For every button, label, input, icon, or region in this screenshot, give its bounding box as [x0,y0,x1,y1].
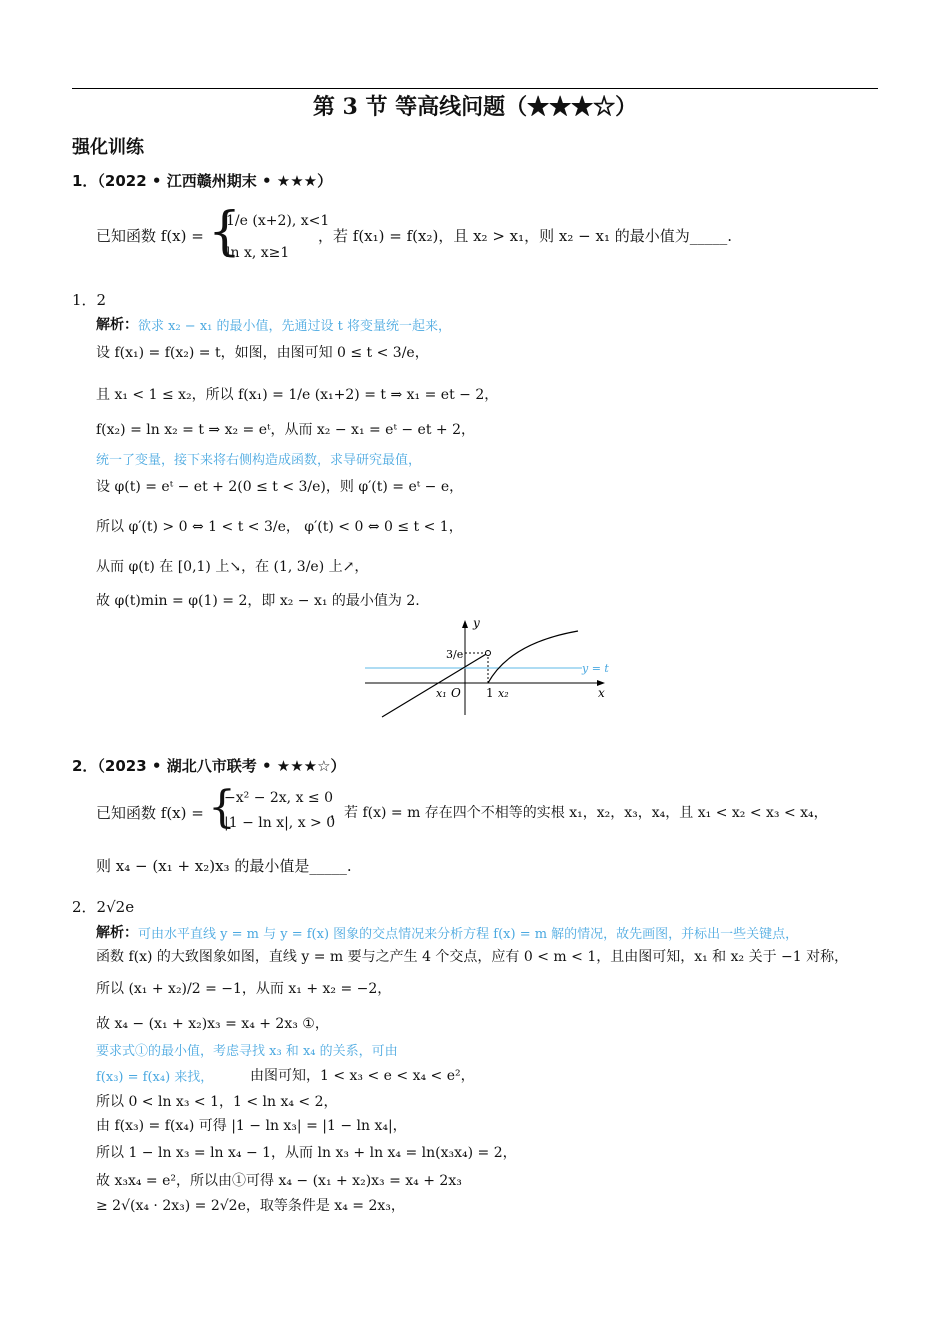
problem-2-case1: −x² − 2x, x ≤ 0 [224,790,334,806]
problem-1-tail: ，若 f(x₁) = f(x₂)，且 x₂ > x₁，则 x₂ − x₁ 的最小值为_____. [318,227,733,245]
x2-label: x₂ [498,687,509,700]
problem-2-lead: 已知函数 f(x) = [96,804,204,822]
problem-1-case2: ln x, x≥1 [226,245,290,261]
solution-2-line2: 所以 (x₁ + x₂)/2 = −1，从而 x₁ + x₂ = −2， [96,981,392,997]
solution-1-line7: 故 φ(t)min = φ(1) = 2，即 x₂ − x₁ 的最小值为 2. [96,593,420,609]
piecewise-brace: { [208,202,242,262]
x-label: x [598,686,605,700]
x1-label: x₁ [436,687,447,700]
one-label: 1 [486,686,494,700]
solution-2-line5: 所以 0 < ln x₃ < 1，1 < ln x₄ < 2， [96,1094,338,1110]
problem-2-case2: |1 − ln x|, x > 0 [224,815,336,831]
tick-3e: 3/e [446,648,464,661]
solution-1-hint1: 欲求 x₂ − x₁ 的最小值，先通过设 t 将变量统一起来， [138,319,451,334]
problem-2-line2: 则 x₄ − (x₁ + x₂)x₃ 的最小值是_____. [96,857,352,875]
origin-label: O [451,686,461,700]
solution-2-hint3: f(x₃) = f(x₄) 来找， [96,1070,214,1085]
solution-1-answer: 1．2 [72,291,107,309]
solution-1-hint2: 统一了变量，接下来将右侧构造成函数，求导研究最值， [96,453,422,468]
solution-1-line1: 设 f(x₁) = f(x₂) = t，如图，由图可知 0 ≤ t < 3/e， [96,345,429,361]
solution-2-line3: 故 x₄ − (x₁ + x₂)x₃ = x₄ + 2x₃ ①， [96,1016,329,1032]
solution-2-line9: ≥ 2√(x₄ · 2x₃) = 2√2e，取等条件是 x₄ = 2x₃， [96,1198,405,1214]
page-title: 第 3 节 等高线问题（★★★☆） [312,94,638,120]
problem-2-heading: 2．（2023 • 湖北八市联考 • ★★★☆） [72,757,346,775]
problem-2-tail: ，若 f(x) = m 存在四个不相等的实根 x₁，x₂，x₃，x₄，且 x₁ < x₂ < x₃ < x₄， [330,805,828,821]
y-label: y [473,616,480,630]
top-rule [72,88,878,89]
solution-1-line4: 设 φ(t) = eᵗ − et + 2(0 ≤ t < 3/e)，则 φ′(t) = eᵗ − e， [96,479,464,495]
solution-2-line7: 所以 1 − ln x₃ = ln x₄ − 1，从而 ln x₃ + ln x₄ = ln(x₃x₄) = 2， [96,1145,517,1161]
solution-1-label: 解析： [96,317,138,333]
section-title: 强化训练 [72,137,144,158]
piecewise-brace-2: { [208,782,236,833]
solution-1-line3: f(x₂) = ln x₂ = t ⇒ x₂ = eᵗ，从而 x₂ − x₁ = eᵗ − et + 2， [96,422,476,438]
solution-2-hint2: 要求式①的最小值，考虑寻找 x₃ 和 x₄ 的关系，可由 [96,1044,398,1059]
problem-1-heading: 1．（2022 • 江西赣州期末 • ★★★） [72,172,333,190]
open-point [486,651,491,656]
solution-2-hint1: 可由水平直线 y = m 与 y = f(x) 图象的交点情况来分析方程 f(x) = m 解的情况，故先画图，并标出一些关键点， [138,927,799,942]
problem-1-case1: 1/e (x+2), x<1 [226,213,330,229]
y-axis-arrow [462,620,468,628]
solution-1-line2: 且 x₁ < 1 ≤ x₂，所以 f(x₁) = 1/e (x₁+2) = t ⇒ x₁ = et − 2， [96,387,499,403]
solution-2-line4: 由图可知，1 < x₃ < e < x₄ < e²， [250,1068,475,1084]
solution-1-line6: 从而 φ(t) 在 [0,1) 上↘，在 (1, 3/e) 上↗， [96,559,369,575]
solution-1-line5: 所以 φ′(t) > 0 ⇔ 1 < t < 3/e， φ′(t) < 0 ⇔ 0 ≤ t < 1， [96,519,463,535]
log-branch [488,631,578,683]
solution-2-line8: 故 x₃x₄ = e²，所以由①可得 x₄ − (x₁ + x₂)x₃ = x₄ + 2x₃ [96,1173,462,1189]
solution-2-label: 解析： [96,925,138,941]
solution-2-line1: 函数 f(x) 的大致图象如图，直线 y = m 要与之产生 4 个交点，应有 0 < m < 1，且由图可知，x₁ 和 x₂ 关于 −1 对称， [96,949,849,965]
problem-1-lead: 已知函数 f(x) = [96,227,204,245]
solution-2-line6: 由 f(x₃) = f(x₄) 可得 |1 − ln x₃| = |1 − ln x₄|， [96,1118,407,1134]
function-graph [360,615,620,725]
line-label: y = t [582,662,609,675]
linear-branch [382,653,488,717]
solution-2-answer: 2．2√2e [72,898,135,916]
